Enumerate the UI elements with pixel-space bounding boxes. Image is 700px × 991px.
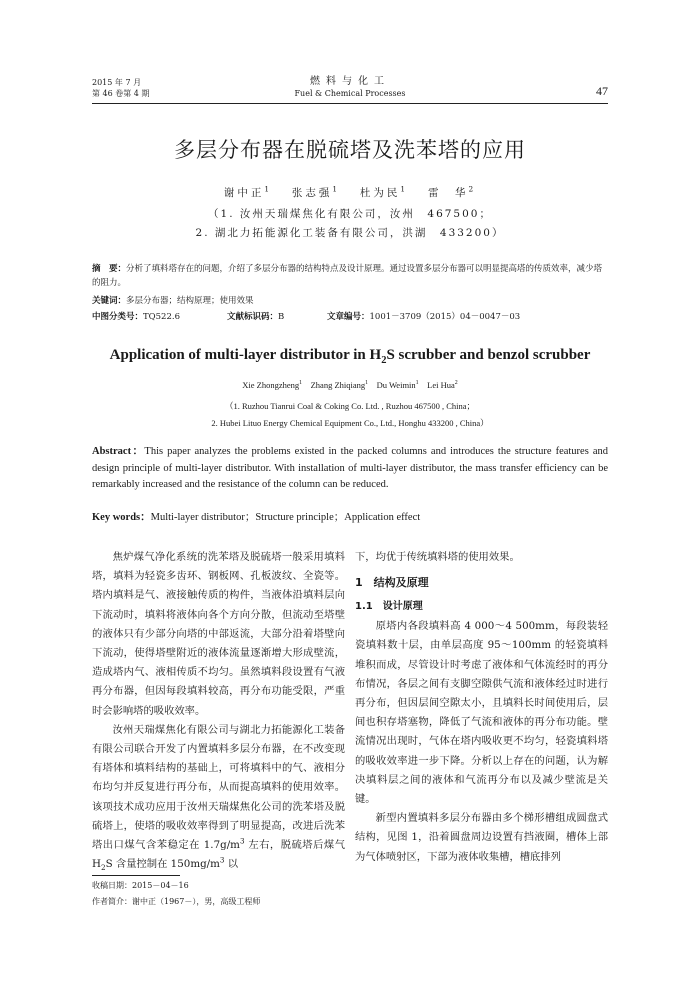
author-en: Zhang Zhiqiang$^1$ bbox=[310, 380, 369, 390]
author-cn: 杜为民$^1$ bbox=[359, 184, 409, 199]
article-no-value: 1001－3709（2015）04－0047－03 bbox=[369, 312, 521, 322]
body-column-right bbox=[355, 548, 608, 867]
running-header-left bbox=[92, 77, 149, 99]
body-paragraph: 原塔内各段填料高 4 000～4 500mm，每段装轻瓷填料数十层，由单层高度 95～100mm 的轻瓷填料堆积而成，尽管设计时考虑了液体和气体流经时的再分布情况，各层之间有支脚空隙供气流和液体经过时进行再分布，但因层间空隙太小，且填料长时间使用后，层间也积存塔塞物，降低了气流和液体的再分布功能。壁流情况出现时，气体在塔内吸收更不均匀，轻瓷填料塔的吸收效率进一步下降。分析以上存在的问题，认为解决填料层之间的液体和气流再分布以及减少壁流是关键。 bbox=[355, 620, 608, 806]
author-cn: 张志强$^1$ bbox=[291, 184, 341, 199]
author-cn: 雷 华$^2$ bbox=[427, 184, 477, 199]
subsection-heading: 1.1 设计原理 bbox=[355, 601, 423, 613]
clc-label: 中图分类号： bbox=[92, 312, 144, 322]
abstract-cn bbox=[92, 262, 608, 290]
author-en: Xie Zhongzheng$^1$ bbox=[242, 380, 303, 390]
author-list-cn bbox=[120, 185, 580, 200]
affiliation-en-2: 2. Hubei Lituo Energy Chemical Equipment Co., Ltd., Honghu 433200 , China） bbox=[211, 418, 489, 428]
author-list-en bbox=[120, 380, 580, 390]
author-en: Du Weimin$^1$ bbox=[376, 380, 419, 390]
doc-code-label: 文献标识码： bbox=[227, 312, 279, 322]
abstract-cn-text: 分析了填料塔存在的问题，介绍了多层分布器的结构特点及设计原理。通过设置多层分布器可以明显提高塔的传质效率，减少塔的阻力。 bbox=[92, 264, 603, 288]
clc-value: TQ522.6 bbox=[143, 312, 180, 322]
keywords-cn bbox=[92, 294, 608, 308]
journal-name-en: Fuel & Chemical Processes bbox=[294, 89, 406, 98]
body-paragraph: 焦炉煤气净化系统的洗苯塔及脱硫塔一般采用填料塔，填料为轻瓷多齿环、钢板网、孔板波纹、全瓷等。塔内填料是气、液接触传质的构件，当液体沿填料层向下流动时，填料将液体向各个方向分散，但流动至塔壁的液体只有少部分向塔的中部返流，大部分沿着塔壁向下流动，使得塔壁附近的液体流量逐渐增大形成壁流，造成塔内气、液相传质不均匀。虽然填料段设置有气液再分布器，但因每段填料较高，再分布功能受限，严重时会影响塔的吸收效率。 bbox=[92, 551, 345, 717]
page-number: 47 bbox=[596, 84, 608, 98]
volume-issue: 第 46 卷第 4 期 bbox=[92, 89, 150, 98]
abstract-en-label: Abstract： bbox=[92, 446, 145, 457]
header-rule bbox=[92, 103, 608, 104]
author-cn: 谢中正$^1$ bbox=[223, 184, 273, 199]
journal-name-cn: 燃料与化工 bbox=[310, 76, 390, 87]
footnote-rule bbox=[92, 875, 180, 876]
article-no-label: 文章编号： bbox=[327, 312, 370, 322]
affiliation-cn-1: （1. 汝州天瑞煤焦化有限公司，汝州 467500； bbox=[208, 208, 492, 220]
article-title-cn: 多层分布器在脱硫塔及洗苯塔的应用 bbox=[174, 138, 526, 162]
running-header-center bbox=[230, 75, 470, 99]
abstract-cn-label: 摘 要： bbox=[92, 264, 127, 274]
keywords-en-text: Multi-layer distributor；Structure principle；Application effect bbox=[150, 512, 421, 523]
classification-row bbox=[92, 310, 608, 324]
issue-date: 2015 年 7 月 bbox=[92, 78, 142, 87]
affiliation-cn-2: 2. 湖北力拓能源化工装备有限公司，洪湖 433200） bbox=[195, 227, 505, 239]
affiliation-en-1: （1. Ruzhou Tianrui Coal & Coking Co. Ltd. , Ruzhou 467500 , China； bbox=[224, 401, 476, 411]
keywords-en bbox=[92, 510, 608, 526]
body-paragraph: 汝州天瑞煤焦化有限公司与湖北力拓能源化工装备有限公司联合开发了内置填料多层分布器，在不改变现有塔体和填料结构的基础上，可将填料中的气、液相分布均匀并反复进行再分布，从而提高填料的使用效率。该项技术成功应用于汝州天瑞煤焦化公司的洗苯塔及脱硫塔上，使塔的吸收效率得到了明显提高，改进后洗苯塔出口煤气含苯稳定在 $1.7g/m^3$ 左右，脱硫塔后煤气 $H_2S$ 含量控制在 $150mg/m^3$ 以 bbox=[92, 723, 345, 873]
author-en: Lei Hua$^2$ bbox=[427, 380, 458, 390]
keywords-en-label: Key words： bbox=[92, 512, 151, 523]
keywords-cn-text: 多层分布器；结构原理；使用效果 bbox=[126, 296, 254, 306]
abstract-en-text: This paper analyzes the problems existed in the packed columns and introduces the structure features and design principle of multi-layer distributor. With installation of multi-layer distributor, the mass transfer efficiency can be remarkably increased and the resistance of the column can be reduced. bbox=[92, 446, 609, 490]
abstract-en bbox=[92, 444, 608, 494]
body-paragraph-continued: 下，均优于传统填料塔的使用效果。 bbox=[355, 551, 520, 563]
author-bio: 作者简介：谢中正（1967－），男，高级工程师 bbox=[92, 897, 261, 906]
received-date: 收稿日期：2015－04－16 bbox=[92, 881, 189, 890]
article-title-en: Application of multi-layer distributor in $H_2S$ scrubber and benzol scrubber bbox=[109, 347, 591, 366]
doc-code-value: B bbox=[278, 312, 285, 322]
keywords-cn-label: 关键词： bbox=[92, 296, 127, 306]
body-paragraph: 新型内置填料多层分布器由多个梯形槽组成圆盘式结构，见图 1，沿着圆盘周边设置有挡液圈，槽体上部为气体喷射区，下部为液体收集槽，槽底排列 bbox=[355, 812, 608, 863]
body-column-left bbox=[92, 548, 345, 874]
section-heading: 1 结构及原理 bbox=[355, 576, 429, 590]
